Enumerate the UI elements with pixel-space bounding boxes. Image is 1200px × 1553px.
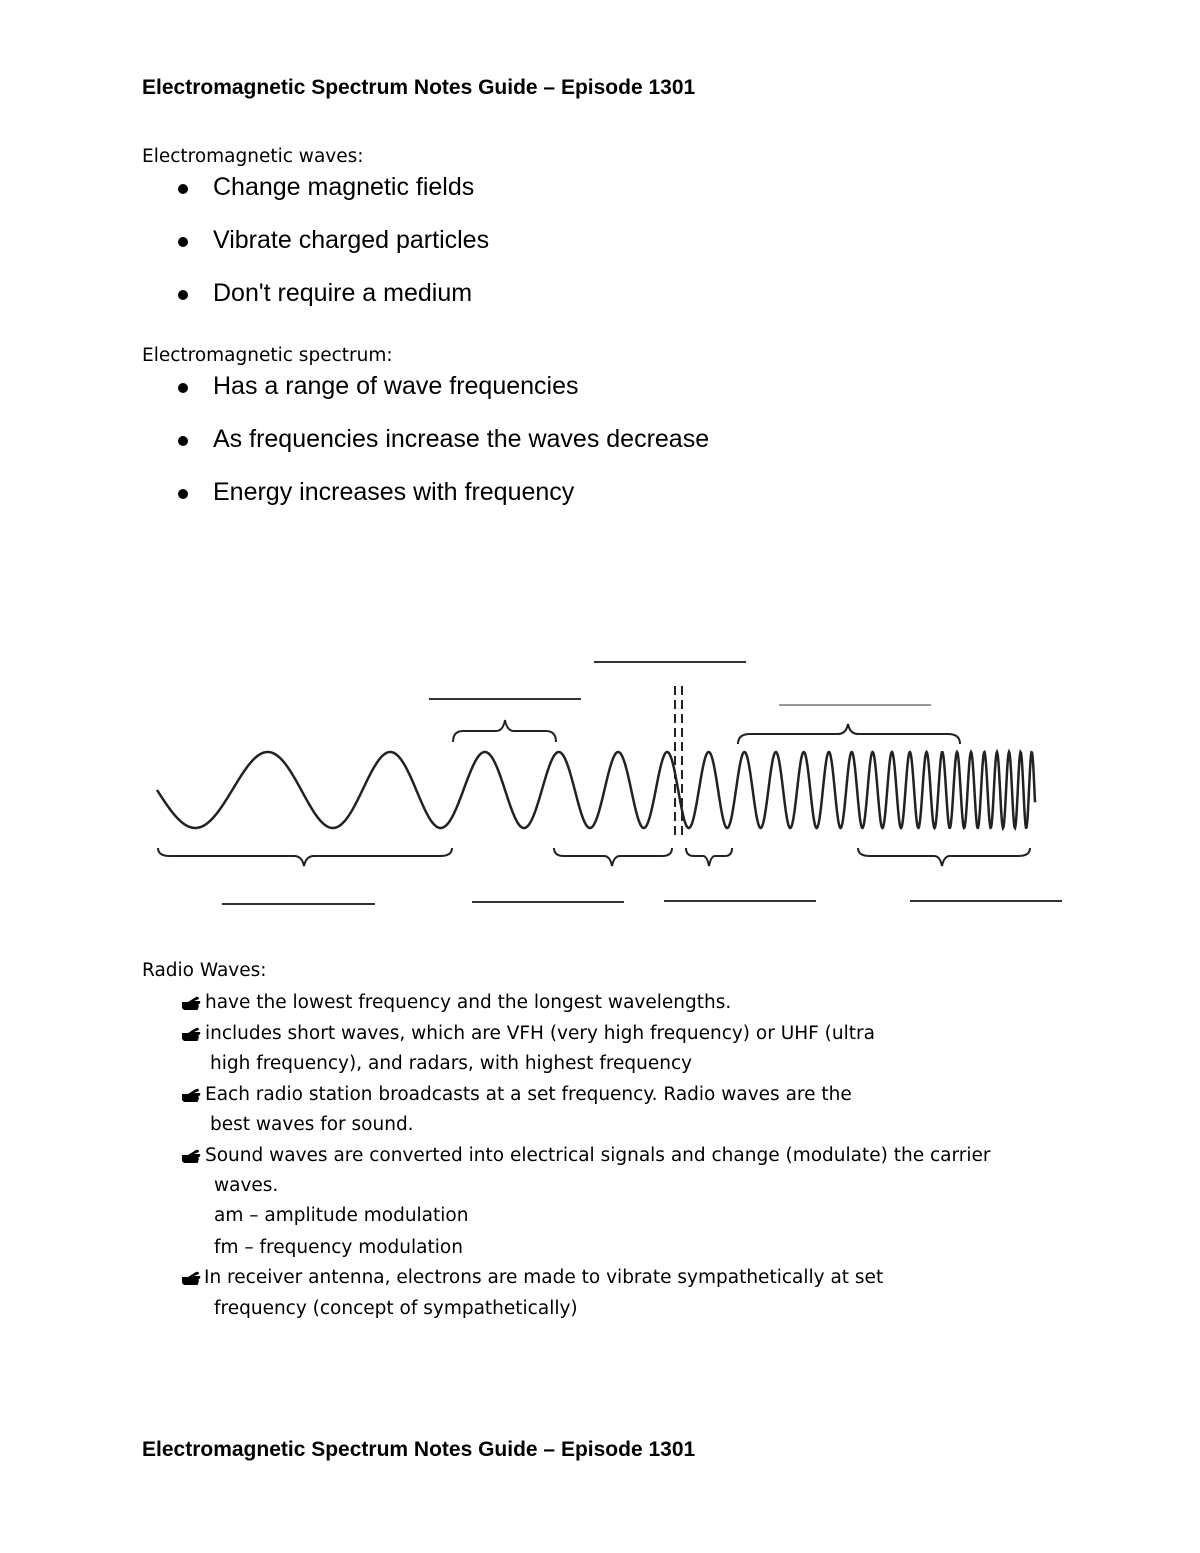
page-title: Electromagnetic Spectrum Notes Guide – Episode 1301 bbox=[142, 76, 696, 99]
section-heading-radio-waves: Radio Waves: bbox=[142, 960, 267, 981]
pointing-hand-icon bbox=[180, 993, 202, 1013]
pointing-hand-icon bbox=[180, 1085, 202, 1105]
footer-title: Electromagnetic Spectrum Notes Guide – Episode 1301 bbox=[142, 1438, 696, 1461]
bullet-dot-icon bbox=[178, 184, 188, 194]
section-heading-em-spectrum: Electromagnetic spectrum: bbox=[142, 345, 393, 366]
bullet-dot-icon bbox=[178, 237, 188, 247]
top-brace bbox=[453, 720, 556, 742]
pointing-hand-icon bbox=[180, 1146, 202, 1166]
bullet-dot-icon bbox=[178, 383, 188, 393]
bottom-brace bbox=[158, 848, 452, 866]
document-page: Electromagnetic Spectrum Notes Guide – Episode 1301 Electromagnetic waves: Change magnetic fields Vibrate charged particles Don't require a medium Electromagnetic spectrum: Has a range of wave frequencies As frequencies increase the waves decrease Energy increases with frequency Radio Waves: have the lowest frequency and the longest wavelengths. includes short waves, which are VFH (very high frequency) or UHF (ultra high frequency), and radars, with highest frequency Each radio station broadcasts at a set frequency. Radio waves are the best waves for sound. Sound waves are converted into electrical signals and change (modulate) the carrier waves. am – amplitude modulation fm – frequency modulation In receiver antenna, electrons are made to vibrate sympathetically at set frequency (concept of sympathetically) Electromagnetic Spectrum Notes Guide – Episode 1301 bbox=[0, 0, 1200, 1553]
bottom-brace bbox=[686, 848, 732, 866]
pointing-hand-icon bbox=[180, 1024, 202, 1044]
bottom-brace bbox=[554, 848, 672, 866]
top-brace bbox=[738, 724, 960, 744]
bottom-brace bbox=[858, 848, 1030, 866]
bullet-dot-icon bbox=[178, 290, 188, 300]
em-spectrum-wave-diagram bbox=[0, 640, 1200, 920]
bullet-dot-icon bbox=[178, 436, 188, 446]
pointing-hand-icon bbox=[180, 1268, 202, 1288]
wave-curve bbox=[157, 752, 1035, 828]
section-heading-em-waves: Electromagnetic waves: bbox=[142, 146, 364, 167]
bullet-dot-icon bbox=[178, 489, 188, 499]
